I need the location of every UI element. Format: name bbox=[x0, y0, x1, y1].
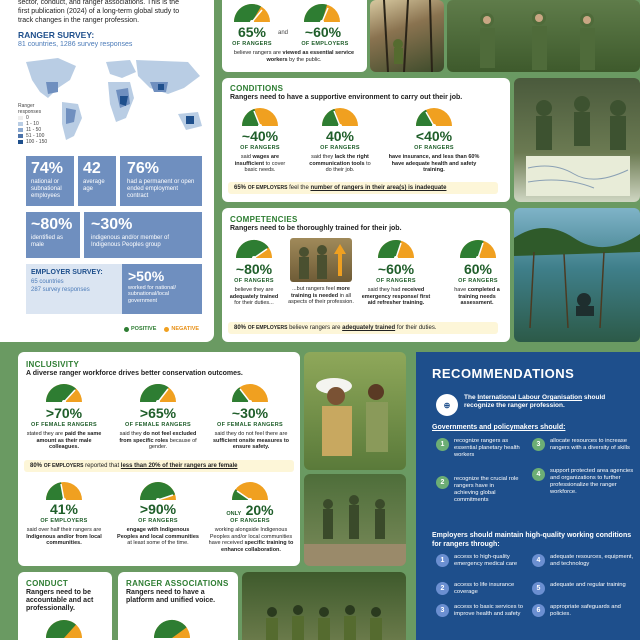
rangers-map-photo bbox=[514, 78, 640, 202]
ilo-logo-icon: ⊕ bbox=[436, 394, 458, 416]
female-ranger-photo bbox=[304, 352, 406, 470]
stat-indigenous: ~30% indigenous and/or member of Indigenous Peoples group bbox=[84, 212, 202, 258]
rangers-group-photo bbox=[447, 0, 640, 72]
gauge-icon bbox=[240, 106, 280, 126]
rangers-meeting-photo bbox=[242, 572, 406, 640]
emp-item: 6 appropriate safeguards and policies. bbox=[532, 604, 634, 618]
gauge-icon bbox=[230, 382, 270, 402]
rangers-walking-photo bbox=[304, 474, 406, 566]
gov-item: 1 recognize rangers as essential planetary health workers bbox=[436, 438, 520, 459]
legend-swatch bbox=[18, 128, 23, 132]
ilo-text: The International Labour Organisation should recognize the ranger profession. bbox=[464, 394, 606, 410]
stat-contract: 76% had a permanent or open ended employment contract bbox=[120, 156, 202, 206]
gov-item: 4 support protected area agencies and organizations to further professionalize the ranger workforce. bbox=[532, 468, 634, 496]
conditions-employer-note: 65% OF EMPLOYERS feel the number of rangers in their area(s) is inadequate bbox=[228, 182, 498, 194]
gauge-icon bbox=[320, 106, 360, 126]
intro-text: sector, conduct, and ranger associations. This is the first publication (2024) of a long-term global study to track changes in the ranger profession. bbox=[18, 0, 180, 24]
gov-title: Governments and policymakers should: bbox=[432, 424, 566, 431]
legend-swatch bbox=[18, 140, 23, 144]
employer-title: Employers should maintain high-quality working conditions for rangers through: bbox=[432, 532, 632, 548]
associations-panel: RANGER ASSOCIATIONS Rangers need to have a platform and unified voice. bbox=[118, 572, 238, 640]
recommendations-title: RECOMMENDATIONS bbox=[432, 366, 575, 381]
ranger-survey-title: RANGER SURVEY: bbox=[18, 30, 95, 40]
gauge-icon bbox=[458, 238, 498, 258]
employer-survey-box: EMPLOYER SURVEY: 65 countries 287 survey responses >50% worked for national/ subnational/local government bbox=[26, 264, 202, 314]
gov-item: 3 allocate resources to increase rangers with a diversity of skills bbox=[532, 438, 634, 452]
gauge-icon bbox=[232, 2, 272, 22]
gauge-icon bbox=[230, 480, 270, 500]
employer-stat: >50% worked for national/ subnational/local government bbox=[122, 264, 202, 314]
inclusivity-panel: INCLUSIVITY A diverse ranger workforce drives better conservation outcomes. >70% OF FEMALE RANGERS stated they are paid the same amount as their male colleagues. >65% OF FEMALE RANGERS said they do not feel excluded from specific roles because of gender. ~30% OF FEMALE RANGERS said they do not feel there are sufficient onsite measures to ensure safety. 80% OF EMPLOYERS reported that less than 20% of their rangers are female 41% OF EMPLOYERS said over half their rangers are Indigenous and/or from local communities. >90% OF RANGERS engage with Indigenous Peoples and local communities at least some of the time. ONLY 20% OF RANGERS working alongside Indigenous Peoples and/or local communities have received specific training to enhance collaboration. bbox=[18, 352, 300, 566]
positive-dot-icon bbox=[124, 327, 129, 332]
legend-swatch bbox=[18, 134, 23, 138]
stat-age: 42 average age bbox=[78, 156, 116, 206]
gauge-icon bbox=[152, 618, 192, 638]
rangers-forest-photo bbox=[370, 0, 444, 72]
inclusivity-employer-note: 80% OF EMPLOYERS reported that less than 20% of their rangers are female bbox=[24, 460, 294, 472]
gauge-icon bbox=[414, 106, 454, 126]
map-legend: Ranger responses 0 1 - 10 11 - 50 51 - 100 100 - 150 bbox=[18, 103, 48, 145]
stat-male: ~80% identified as male bbox=[26, 212, 80, 258]
ranger-survey-subtitle: 81 countries, 1286 survey responses bbox=[18, 41, 133, 48]
gauge-icon bbox=[302, 2, 342, 22]
conditions-panel: CONDITIONS Rangers need to have a supportive environment to carry out their job. ~40% OF RANGERS said wages are insufficient to cover basic needs. 40% OF RANGERS said they lack the right communication tools to do their job. <40% OF RANGERS have insurance, and less than 60% have adequate health and safety training. 65% OF EMPLOYERS feel the number of rangers in their area(s) is inadequate bbox=[222, 78, 510, 202]
emp-item: 4 adequate resources, equipment, and technology bbox=[532, 554, 634, 568]
emp-item: 3 access to basic services to improve health and safety bbox=[436, 604, 528, 618]
emp-item: 1 access to high-quality emergency medical care bbox=[436, 554, 528, 568]
rangers-training-photo bbox=[290, 238, 352, 282]
gauge-icon bbox=[376, 238, 416, 258]
emp-item: 2 access to life insurance coverage bbox=[436, 582, 528, 596]
gauge-icon bbox=[138, 382, 178, 402]
public-perception-panel: 65% OF RANGERS and ~60% OF EMPLOYERS believe rangers are viewed as essential service workers by the public. bbox=[222, 0, 367, 72]
competencies-panel: COMPETENCIES Rangers need to be thoroughly trained for their job. ~80% OF RANGERS believe they are adequately trained for their duties... ...but rangers feel more training is needed in all aspects of their profession. ~60% OF RANGERS said they had received emergency response/ first aid refresher training. 60% OF RANGERS have completed a training needs assessment. 80% OF EMPLOYERS believe rangers are adequately trained for their duties. bbox=[222, 208, 510, 342]
gauge-icon bbox=[44, 480, 84, 500]
negative-dot-icon bbox=[164, 327, 169, 332]
diver-photo bbox=[514, 208, 640, 342]
ilo-link[interactable]: International Labour Organisation bbox=[477, 394, 583, 401]
conduct-panel: CONDUCT Rangers need to be accountable and act professionally. bbox=[18, 572, 112, 640]
stat-employees: 74% national or subnational employees bbox=[26, 156, 74, 206]
legend-key: POSITIVE NEGATIVE bbox=[124, 326, 199, 332]
gauge-icon bbox=[234, 238, 274, 258]
recommendations-panel bbox=[416, 352, 640, 640]
gauge-icon bbox=[44, 618, 84, 638]
competencies-employer-note: 80% OF EMPLOYERS believe rangers are adequately trained for their duties. bbox=[228, 322, 498, 334]
gauge-icon bbox=[44, 382, 84, 402]
emp-item: 5 adequate and regular training bbox=[532, 582, 634, 595]
legend-swatch bbox=[18, 122, 23, 126]
legend-swatch bbox=[18, 116, 23, 120]
public-desc: believe rangers are viewed as essential service workers by the public. bbox=[233, 50, 355, 63]
survey-panel bbox=[0, 0, 214, 342]
gov-item: 2 recognize the crucial role rangers have in achieving global commitments bbox=[436, 476, 520, 504]
gauge-icon bbox=[138, 480, 178, 500]
